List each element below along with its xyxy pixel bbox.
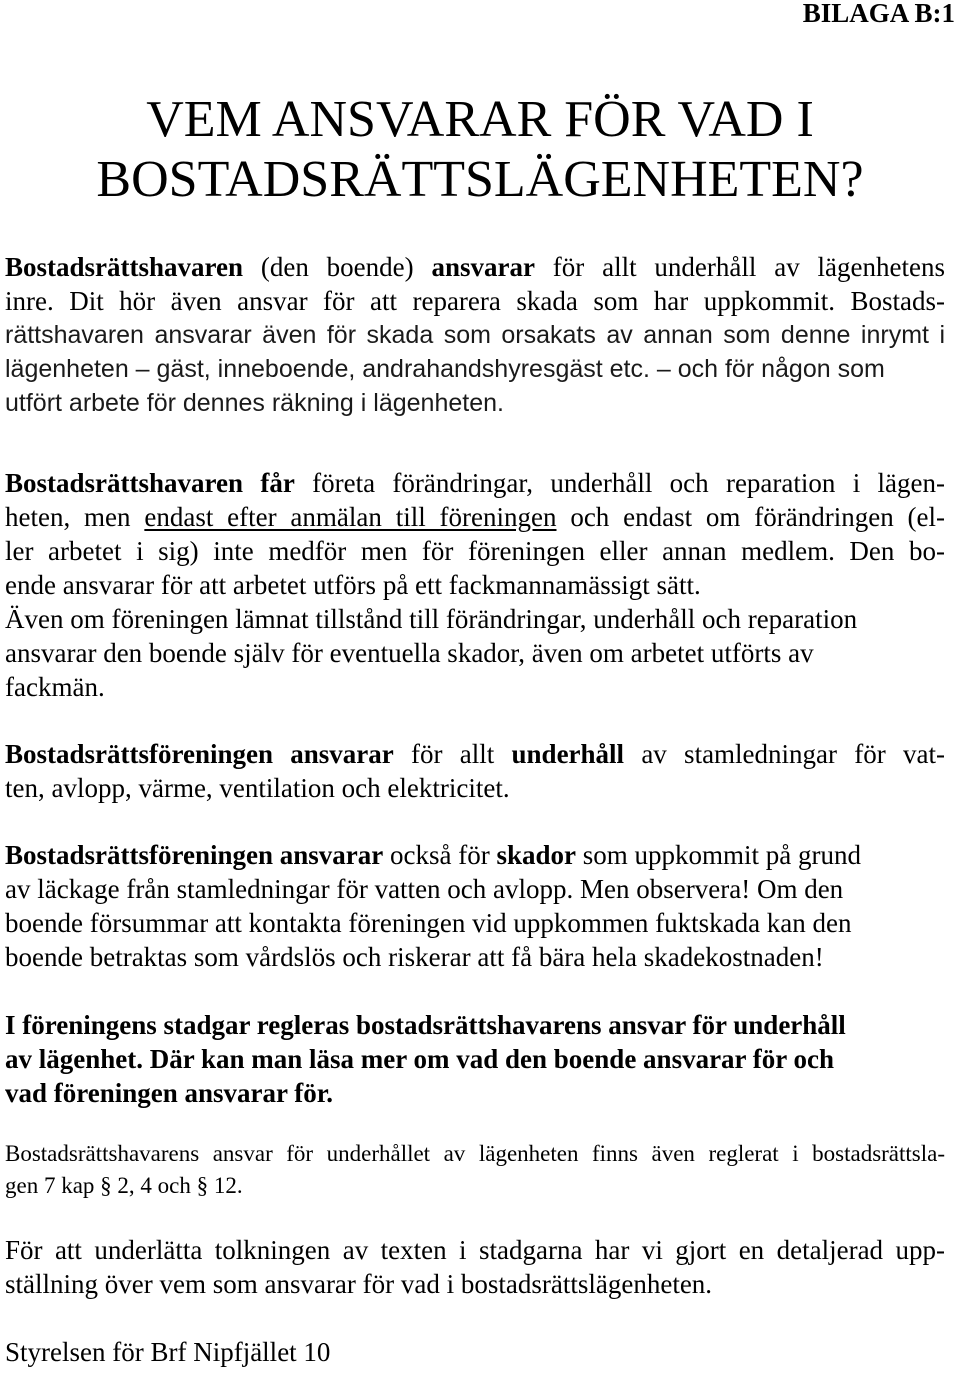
- appendix-label: BILAGA B:1: [802, 0, 955, 28]
- title-line-1: VEM ANSVARAR FÖR VAD I: [146, 91, 814, 148]
- text-line: I föreningens stadgar regleras bostadsrättshavarens ansvar för underhåll: [5, 1010, 846, 1040]
- text-line: utfört arbete för dennes räkning i lägenheten.: [5, 389, 504, 417]
- text-segment: som uppkommit på grund: [576, 840, 862, 870]
- text-line: [5, 500, 945, 534]
- bold-term: skador: [496, 840, 577, 870]
- bold-term: Bostadsrättsföreningen ansvarar: [5, 739, 394, 769]
- text-line: ställning över vem som ansvarar för vad i bostadsrättslägenheten.: [5, 1269, 713, 1299]
- text-line: [5, 250, 945, 284]
- text-line: ten, avlopp, värme, ventilation och elektricitet.: [5, 773, 510, 803]
- bold-term: Bostadsrättshavaren: [5, 252, 244, 282]
- paragraph-law-reference: [5, 1138, 945, 1202]
- text-line: [5, 737, 945, 771]
- text-line: av lägenhet. Där kan man läsa mer om vad den boende ansvarar för och: [5, 1044, 835, 1074]
- text-line: inre. Dit hör även ansvar för att reparera skada som har uppkommit. Bostads-: [5, 286, 945, 316]
- signature: Styrelsen för Brf Nipfjället 10: [5, 1337, 331, 1367]
- text-segment: för allt: [393, 739, 512, 769]
- paragraph-summary: [5, 1233, 945, 1301]
- bold-term: underhåll: [511, 739, 625, 769]
- text-line: boende betraktas som vårdslös och riskerar att få bära hela skadekostnaden!: [5, 942, 824, 972]
- paragraph-association-maintenance: [5, 737, 945, 805]
- text-segment: (den boende): [243, 252, 432, 282]
- text-line: vad föreningen ansvarar för.: [5, 1078, 334, 1108]
- paragraph-owner-changes: [5, 466, 945, 704]
- text-line: ende ansvarar för att arbetet utförs på ett fackmannamässigt sätt.: [5, 570, 701, 600]
- text-segment: också för: [383, 840, 497, 870]
- paragraph-association-damages: [5, 838, 945, 974]
- paragraph-statutes-note: [5, 1008, 945, 1110]
- text-line: [5, 466, 945, 500]
- bold-term: Bostadsrättshavaren får: [5, 468, 295, 498]
- text-segment: av stamledningar för vat-: [624, 739, 945, 769]
- text-line: av läckage från stamledningar för vatten och avlopp. Men observera! Om den: [5, 874, 844, 904]
- text-line: lägenheten – gäst, inneboende, andrahandshyresgäst etc. – och för någon som: [5, 355, 885, 383]
- page-title: [0, 90, 960, 210]
- text-line: ler arbetet i sig) inte medför men för föreningen eller annan medlem. Den bo-: [5, 536, 945, 566]
- text-line: Även om föreningen lämnat tillstånd till förändringar, underhåll och reparation: [5, 604, 858, 634]
- text-line: Bostadsrättshavarens ansvar för underhållet av lägenheten finns även reglerat i bostadsrättsla-: [5, 1141, 945, 1166]
- bold-term: Bostadsrättsföreningen ansvarar: [5, 840, 384, 870]
- text-segment: för allt underhåll av lägenhetens: [534, 252, 945, 282]
- text-line: gen 7 kap § 2, 4 och § 12.: [5, 1173, 243, 1198]
- title-line-2: BOSTADSRÄTTSLÄGENHETEN?: [96, 151, 864, 208]
- text-line: fackmän.: [5, 672, 105, 702]
- text-segment: heten, men: [5, 502, 145, 532]
- text-line: För att underlätta tolkningen av texten i stadgarna har vi gjort en detaljerad upp-: [5, 1235, 945, 1265]
- underlined-text: endast efter anmälan till föreningen: [144, 502, 557, 532]
- text-line: ansvarar den boende själv för eventuella skador, även om arbetet utförts av: [5, 638, 814, 668]
- text-segment: företa förändringar, underhåll och reparation i lägen-: [294, 468, 945, 498]
- text-line: rättshavaren ansvarar även för skada som orsakats av annan som denne inrymt i: [5, 321, 945, 349]
- text-line: [5, 838, 945, 872]
- paragraph-owner-responsibility: [5, 250, 945, 420]
- bold-term: ansvarar: [431, 252, 535, 282]
- text-segment: och endast om förändringen (el-: [556, 502, 945, 532]
- text-line: boende försummar att kontakta föreningen vid uppkommen fuktskada kan den: [5, 908, 852, 938]
